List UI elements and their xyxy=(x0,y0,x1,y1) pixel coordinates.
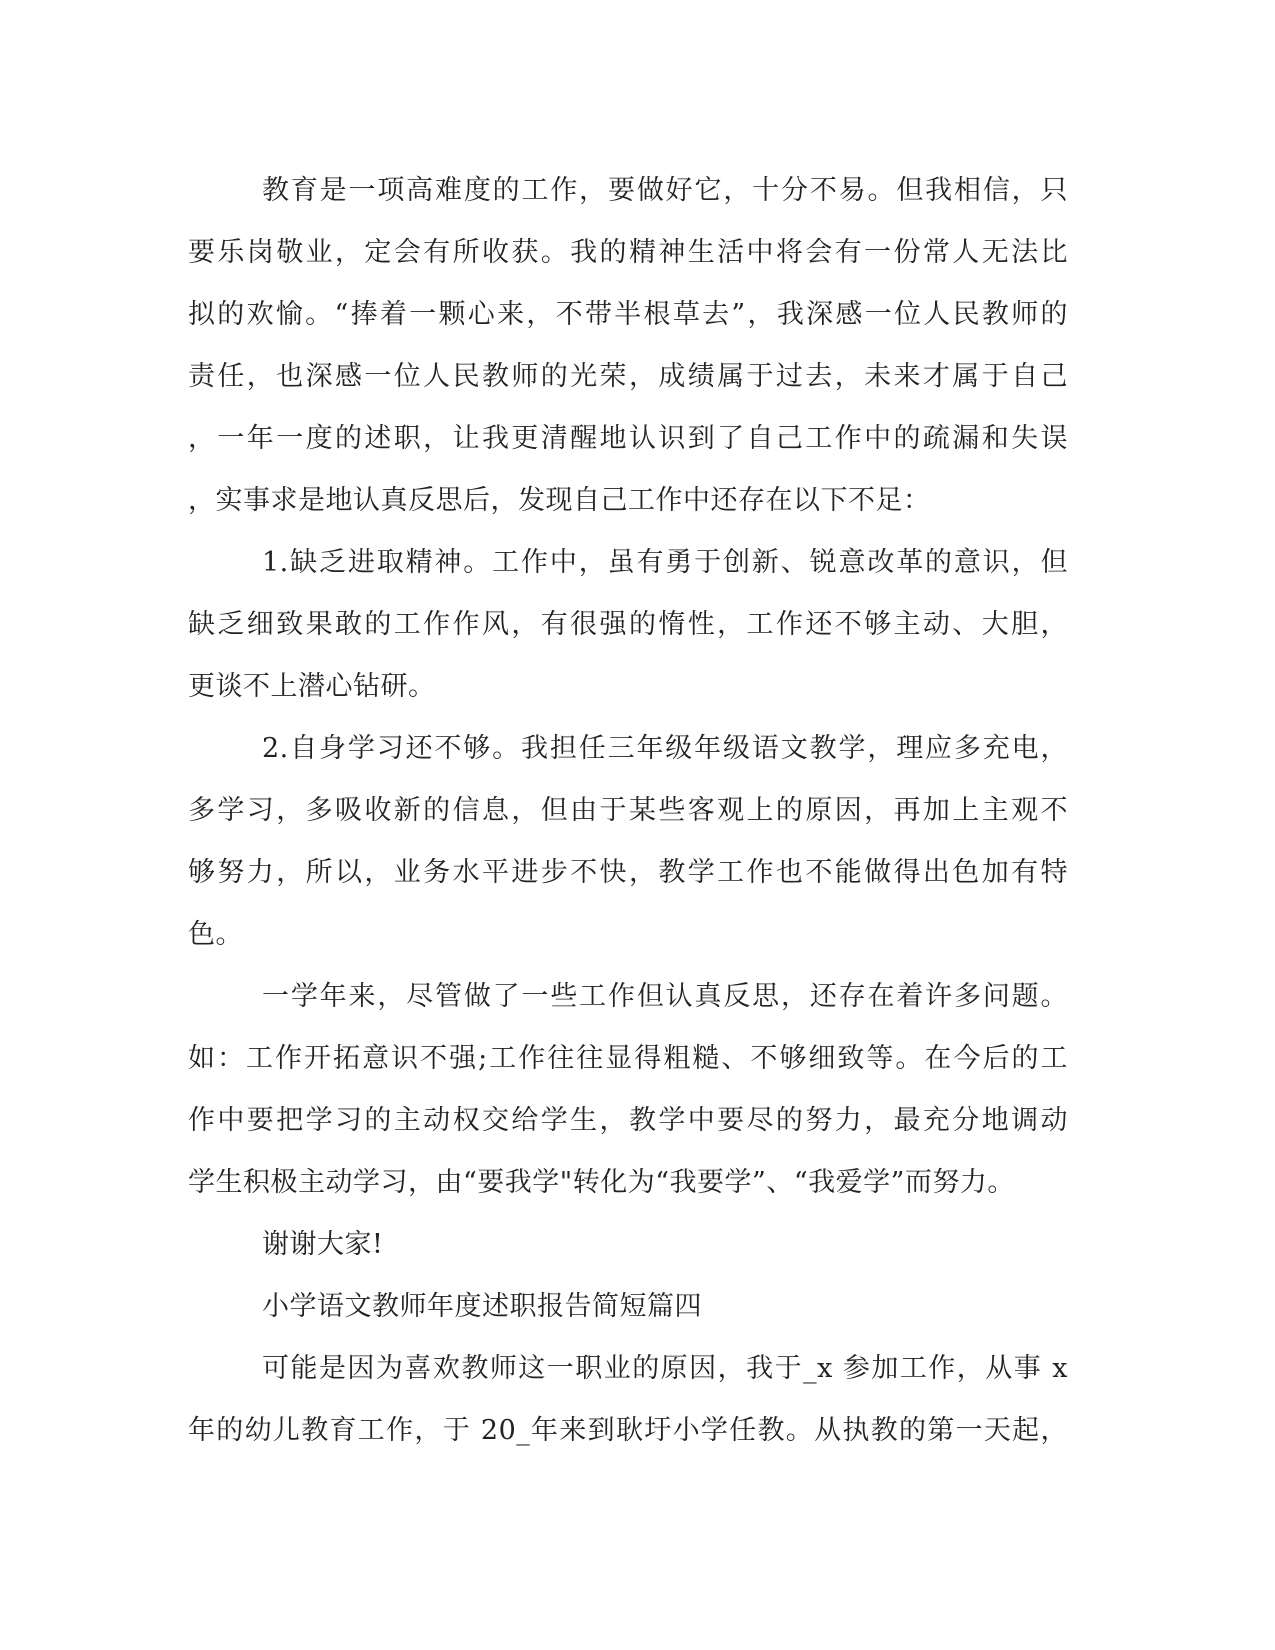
text-line: 缺乏细致果敢的工作作风，有很强的惰性，工作还不够主动、大胆， xyxy=(188,609,1068,640)
text-line: 更谈不上潜心钻研。 xyxy=(188,671,436,702)
text-line: 教育是一项高难度的工作，要做好它，十分不易。但我相信，只 xyxy=(262,175,1068,206)
text-line: 作中要把学习的主动权交给学生，教学中要尽的努力，最充分地调动 xyxy=(188,1105,1068,1136)
text-line: 色。 xyxy=(188,919,243,950)
text-line: 小学语文教师年度述职报告简短篇四 xyxy=(262,1291,702,1322)
section-heading xyxy=(188,1276,1068,1338)
text-line: 责任，也深感一位人民教师的光荣，成绩属于过去，未来才属于自己 xyxy=(188,361,1068,392)
text-line: 年的幼儿教育工作，于 20_年来到耿圩小学任教。从执教的第一天起， xyxy=(188,1415,1068,1446)
text-line: 够努力，所以，业务水平进步不快，教学工作也不能做得出色加有特 xyxy=(188,857,1068,888)
text-line: ，实事求是地认真反思后，发现自己工作中还存在以下不足： xyxy=(188,485,931,516)
text-line: ，一年一度的述职，让我更清醒地认识到了自己工作中的疏漏和失误 xyxy=(188,423,1068,454)
paragraph xyxy=(188,532,1068,718)
text-line: 如：工作开拓意识不强;工作往往显得粗糙、不够细致等。在今后的工 xyxy=(188,1043,1068,1074)
text-line: 一学年来，尽管做了一些工作但认真反思，还存在着许多问题。 xyxy=(262,981,1068,1012)
text-line: 要乐岗敬业，定会有所收获。我的精神生活中将会有一份常人无法比 xyxy=(188,237,1068,268)
paragraph xyxy=(188,160,1068,532)
text-line: 2.自身学习还不够。我担任三年级年级语文教学，理应多充电， xyxy=(262,733,1068,764)
text-line: 多学习，多吸收新的信息，但由于某些客观上的原因，再加上主观不 xyxy=(188,795,1068,826)
paragraph xyxy=(188,1338,1068,1462)
paragraph xyxy=(188,966,1068,1214)
document-body xyxy=(188,160,1068,1462)
text-line: 1.缺乏进取精神。工作中，虽有勇于创新、锐意改革的意识，但 xyxy=(262,547,1068,578)
text-line: 谢谢大家! xyxy=(262,1229,384,1260)
text-line: 可能是因为喜欢教师这一职业的原因，我于_x 参加工作，从事 x xyxy=(262,1353,1068,1384)
text-line: 学生积极主动学习，由“要我学"转化为“我要学”、“我爱学”而努力。 xyxy=(188,1167,1015,1198)
paragraph xyxy=(188,718,1068,966)
paragraph xyxy=(188,1214,1068,1276)
text-line: 拟的欢愉。“捧着一颗心来，不带半根草去”，我深感一位人民教师的 xyxy=(188,299,1068,330)
